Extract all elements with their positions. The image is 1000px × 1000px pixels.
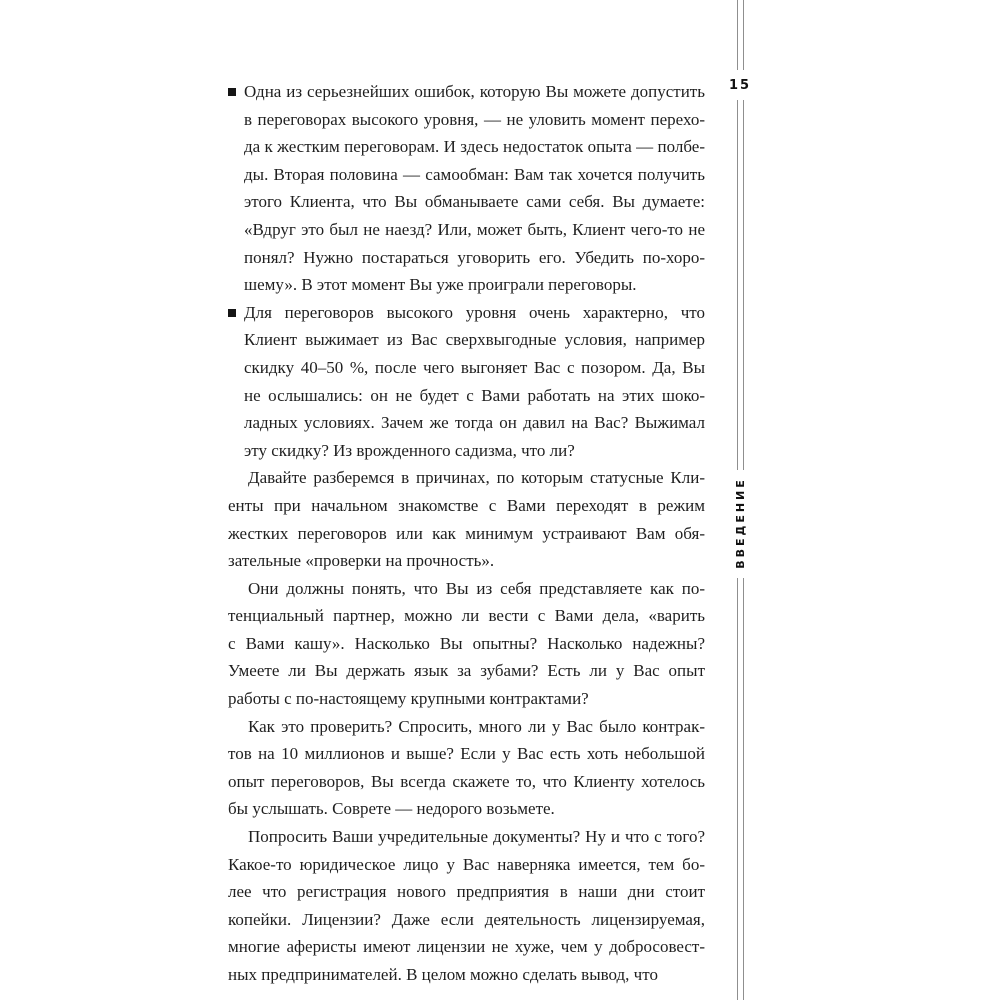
- bullet-paragraph: [228, 299, 705, 465]
- text-line: скидку 40–50 %, после чего выгоняет Вас с позором. Да, Вы: [244, 357, 705, 377]
- text-line: многие аферисты имеют лицензии не хуже, чем у добросовест-: [228, 937, 705, 957]
- text-line: зательные «проверки на прочность».: [228, 551, 495, 571]
- text-line: шему». В этот момент Вы уже проиграли переговоры.: [244, 275, 637, 295]
- margin-double-rule-bottom: [737, 578, 744, 1000]
- text-line: эту скидку? Из врожденного садизма, что ли?: [244, 440, 575, 460]
- text-line: тов на 10 миллионов и выше? Если у Вас есть хоть небольшой: [228, 744, 705, 764]
- text-line: этого Клиента, что Вы обманываете сами себя. Вы думаете:: [244, 192, 705, 212]
- text-line: «Вдруг это был не наезд? Или, может быть, Клиент чего-то не: [244, 219, 705, 239]
- text-line: Какое-то юридическое лицо у Вас наверняка имеется, тем бо-: [228, 854, 705, 874]
- text-line: жестких переговоров или как минимум устраивают Вам обя-: [228, 523, 705, 543]
- paragraph: [228, 823, 705, 989]
- text-line: ды. Вторая половина — самообман: Вам так хочется получить: [244, 164, 705, 184]
- chapter-title-vertical: ВВЕДЕНИЕ: [734, 477, 747, 569]
- text-line: тенциальный партнер, можно ли вести с Вами дела, «варить: [228, 606, 705, 626]
- text-line: понял? Нужно постараться уговорить его. Убедить по-хоро-: [244, 247, 705, 267]
- text-line: копейки. Лицензии? Даже если деятельность лицензируемая,: [228, 909, 705, 929]
- text-line: Как это проверить? Спросить, много ли у Вас было контрак-: [248, 716, 705, 736]
- text-line: лее что регистрация нового предприятия в наши дни стоит: [228, 882, 705, 902]
- text-line: енты при начальном знакомстве с Вами переходят в режим: [228, 495, 705, 515]
- text-line: Клиент выжимает из Вас сверхвыгодные условия, например: [244, 330, 705, 350]
- text-line: с Вами кашу». Насколько Вы опытны? Насколько надежны?: [228, 633, 705, 653]
- text-column: [228, 78, 705, 989]
- text-line: Давайте разберемся в причинах, по которым статусные Кли-: [248, 468, 705, 488]
- text-line: Они должны понять, что Вы из себя представляете как по-: [248, 578, 705, 598]
- text-line: Попросить Ваши учредительные документы? Ну и что с того?: [248, 827, 705, 847]
- margin-double-rule-middle: [737, 100, 744, 470]
- bullet-square-icon: [228, 309, 236, 317]
- paragraph: [228, 575, 705, 713]
- margin-double-rule-top: [737, 0, 744, 70]
- text-line: ных предпринимателей. В целом можно сделать вывод, что: [228, 965, 658, 984]
- text-line: опыт переговоров, Вы всегда скажете то, что Клиенту хотелось: [228, 771, 705, 791]
- text-line: в переговорах высокого уровня, — не уловить момент перехо-: [244, 109, 705, 129]
- text-line: не ослышались: он не будет с Вами работать на этих шоко-: [244, 385, 705, 405]
- text-line: да к жестким переговорам. И здесь недостаток опыта — полбе-: [244, 137, 705, 157]
- text-line: Одна из серьезнейших ошибок, которую Вы можете допустить: [244, 82, 705, 101]
- text-line: работы с по-настоящему крупными контрактами?: [228, 689, 589, 709]
- text-line: бы услышать. Соврете — недорого возьмете.: [228, 799, 555, 819]
- text-line: Умеете ли Вы держать язык за зубами? Есть ли у Вас опыт: [228, 661, 705, 681]
- paragraph: [228, 464, 705, 574]
- bullet-square-icon: [228, 88, 236, 96]
- text-line: Для переговоров высокого уровня очень характерно, что: [244, 302, 705, 322]
- paragraph: [228, 713, 705, 823]
- text-line: ладных условиях. Зачем же тогда он давил на Вас? Выжимал: [244, 413, 705, 433]
- bullet-paragraph: [228, 78, 705, 299]
- page-number: 15: [728, 78, 752, 93]
